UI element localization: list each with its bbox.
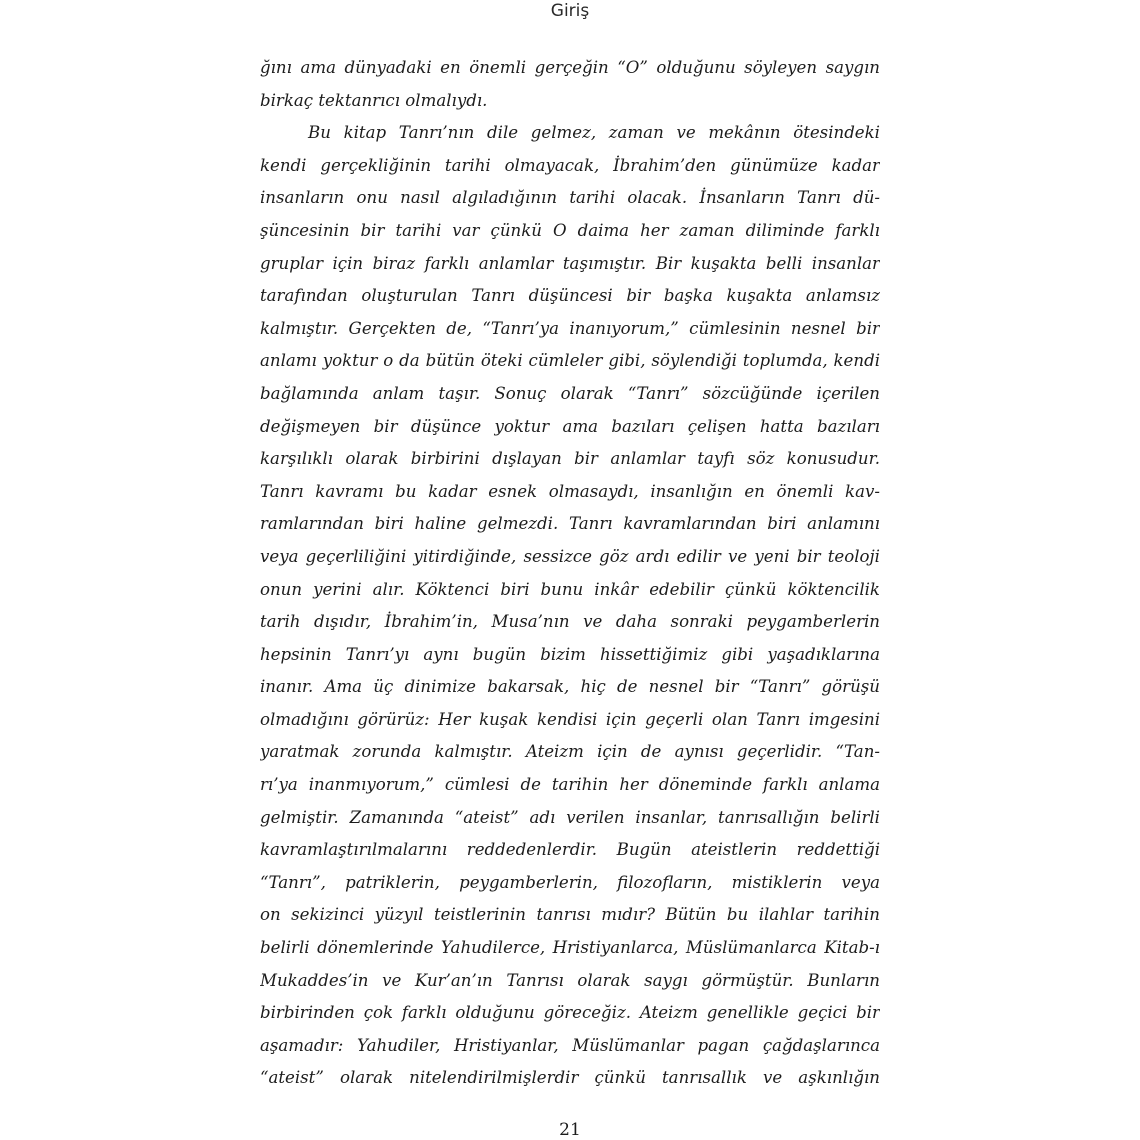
text-line: Bu kitap Tanrı’nın dile gelmez, zaman ve mekânın ötesindeki [308, 123, 880, 143]
text-line: tarih dışıdır, İbrahim’in, Musa’nın ve daha sonraki peygamberlerin [260, 612, 880, 632]
text-line: gelmiştir. Zamanında “ateist” adı verilen insanlar, tanrısallığın belirli [260, 807, 880, 827]
page-number: 21 [559, 1120, 581, 1140]
text-line: kendi gerçekliğinin tarihi olmayacak, İbrahim’den günümüze kadar [260, 155, 880, 175]
text-line: yaratmak zorunda kalmıştır. Ateizm için de aynısı geçerlidir. “Tan- [260, 742, 880, 762]
text-line: rı’ya inanmıyorum,” cümlesi de tarihin her döneminde farklı anlama [260, 775, 880, 795]
text-line: veya geçerliliğini yitirdiğinde, sessizce göz ardı edilir ve yeni bir teoloji [260, 546, 880, 566]
text-line: karşılıklı olarak birbirini dışlayan bir anlamlar tayfı söz konusudur. [260, 449, 880, 469]
text-line: birbirinden çok farklı olduğunu göreceğiz. Ateizm genellikle geçici bir [260, 1003, 880, 1023]
text-line: aşamadır: Yahudiler, Hristiyanlar, Müslümanlar pagan çağdaşlarınca [260, 1035, 880, 1055]
text-line: gruplar için biraz farklı anlamlar taşımıştır. Bir kuşakta belli insanlar [260, 253, 880, 273]
text-line: “Tanrı”, patriklerin, peygamberlerin, filozofların, mistiklerin veya [260, 872, 880, 892]
text-line: Tanrı kavramı bu kadar esnek olmasaydı, insanlığın en önemli kav- [260, 481, 880, 501]
text-line: bağlamında anlam taşır. Sonuç olarak “Tanrı” sözcüğünde içerilen [260, 383, 880, 403]
text-line: değişmeyen bir düşünce yoktur ama bazıları çelişen hatta bazıları [260, 416, 880, 436]
text-line: belirli dönemlerinde Yahudilerce, Hristiyanlarca, Müslümanlarca Kitab-ı [260, 938, 880, 958]
text-line: ğını ama dünyadaki en önemli gerçeğin “O” olduğunu söyleyen saygın [260, 58, 880, 77]
text-line: kavramlaştırılmalarını reddedenlerdir. Bugün ateistlerin reddettiği [260, 840, 880, 860]
text-line: anlamı yoktur o da bütün öteki cümleler gibi, söylendiği toplumda, kendi [260, 351, 880, 371]
text-line: onun yerini alır. Köktenci biri bunu inkâr edebilir çünkü köktencilik [260, 579, 880, 599]
text-line: on sekizinci yüzyıl teistlerinin tanrısı mıdır? Bütün bu ilahlar tarihin [260, 905, 880, 925]
text-line: şüncesinin bir tarihi var çünkü O daima her zaman diliminde farklı [260, 220, 880, 240]
text-line: kalmıştır. Gerçekten de, “Tanrı’ya inanıyorum,” cümlesinin nesnel bir [260, 318, 880, 338]
text-line: Mukaddes’in ve Kur’an’ın Tanrısı olarak saygı görmüştür. Bunların [260, 970, 880, 990]
text-line: inanır. Ama üç dinimize bakarsak, hiç de nesnel bir “Tanrı” görüşü [260, 677, 880, 697]
text-line: olmadığını görürüz: Her kuşak kendisi için geçerli olan Tanrı imgesini [260, 709, 880, 729]
text-line: ramlarından biri haline gelmezdi. Tanrı kavramlarından biri anlamını [260, 514, 880, 534]
text-line: insanların onu nasıl algıladığının tarihi olacak. İnsanların Tanrı dü- [260, 188, 880, 208]
text-line: hepsinin Tanrı’yı aynı bugün bizim hissettiğimiz gibi yaşadıklarına [260, 644, 880, 664]
text-line: birkaç tektanrıcı olmalıydı. [260, 90, 488, 110]
running-head: Giriş [550, 1, 590, 21]
text-line: tarafından oluşturulan Tanrı düşüncesi bir başka kuşakta anlamsız [260, 286, 880, 306]
text-line: “ateist” olarak nitelendirilmişlerdir çünkü tanrısallık ve aşkınlığın [260, 1068, 880, 1088]
body-text [260, 52, 880, 1095]
